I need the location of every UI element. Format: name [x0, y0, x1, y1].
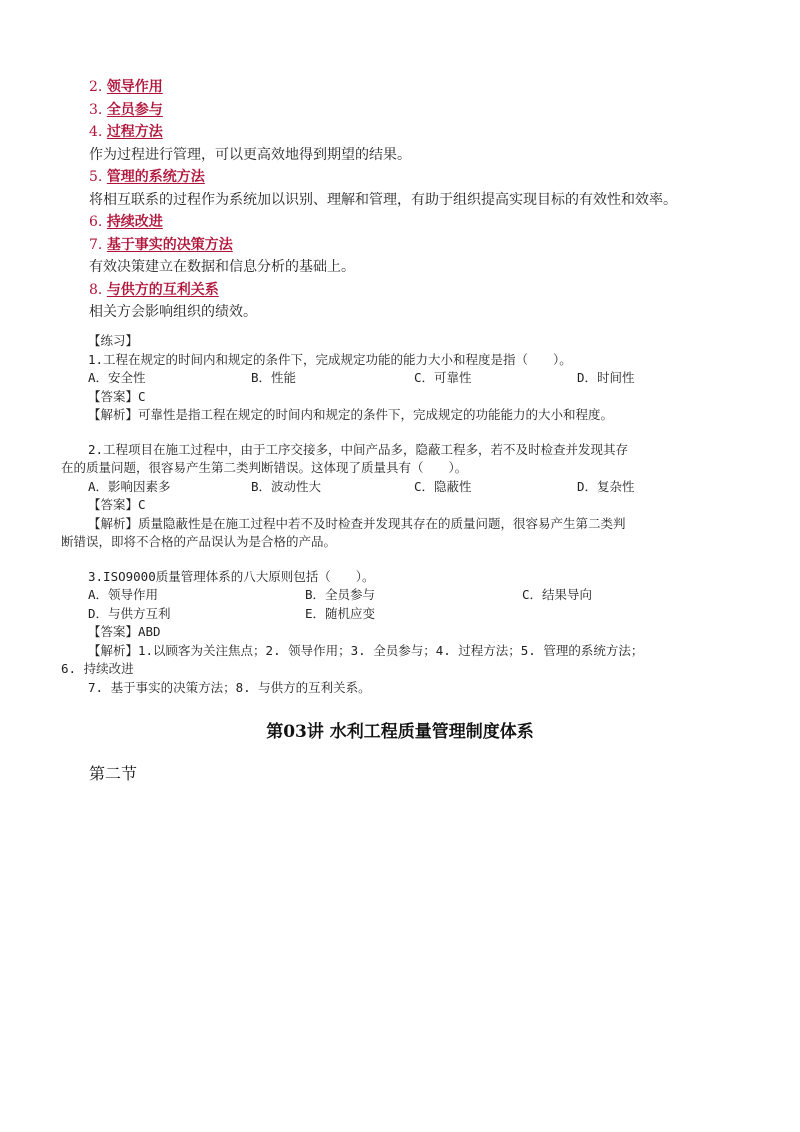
- principle-item: 2. 领导作用: [89, 79, 163, 95]
- principle-description: 相关方会影响组织的绩效。: [89, 304, 257, 320]
- question-3-options-row2: [88, 605, 738, 624]
- principles-list: [89, 76, 749, 324]
- option-d: D．复杂性: [577, 478, 635, 494]
- question-3-stem: 3.ISO9000质量管理体系的八大原则包括（ ）。: [88, 568, 375, 584]
- principle-description: 作为过程进行管理，可以更高效地得到期望的结果。: [89, 146, 411, 163]
- principle-item: 7. 基于事实的决策方法: [89, 236, 233, 253]
- option-c: C．隐蔽性: [414, 478, 472, 494]
- principle-title[interactable]: 全员参与: [106, 101, 163, 118]
- principle-item: 4. 过程方法: [89, 124, 163, 140]
- principle-description: 将相互联系的过程作为系统加以识别、理解和管理，有助于组织提高实现目标的有效性和效率。: [89, 191, 677, 208]
- section-title: 第二节: [89, 764, 138, 783]
- principle-title[interactable]: 领导作用: [106, 79, 163, 95]
- exercise-section: [61, 332, 738, 697]
- option-a: A．领导作用: [88, 587, 159, 602]
- option-b: B．全员参与: [305, 587, 376, 602]
- option-c: C．结果导向: [522, 587, 593, 602]
- question-1-stem: 1.工程在规定的时间内和规定的条件下，完成规定功能的能力大小和程度是指（ ）。: [88, 351, 572, 367]
- principle-title[interactable]: 基于事实的决策方法: [106, 236, 233, 253]
- question-1-options: [88, 369, 738, 388]
- principle-title[interactable]: 与供方的互利关系: [106, 281, 219, 298]
- question-3-answer: 【答案】ABD: [88, 624, 161, 639]
- question-2-analysis: 【解析】质量隐蔽性是在施工过程中若不及时检查并发现其存在的质量问题，很容易产生第二类判: [88, 515, 626, 531]
- principle-item: 6. 持续改进: [89, 214, 163, 230]
- principle-item: 8. 与供方的互利关系: [89, 281, 219, 298]
- principle-item: 3. 全员参与: [89, 101, 163, 118]
- principle-title[interactable]: 持续改进: [106, 214, 163, 230]
- option-b: B．波动性大: [251, 478, 322, 494]
- question-3-analysis: 【解析】1.以顾客为关注焦点；2. 领导作用；3. 全员参与；4. 过程方法；5. 管理的系统方法；: [88, 642, 644, 658]
- question-1-answer: 【答案】C: [88, 388, 146, 404]
- principle-title[interactable]: 管理的系统方法: [106, 169, 205, 185]
- option-d: D．与供方互利: [88, 605, 171, 621]
- question-2-stem-cont: 在的质量问题，很容易产生第二类判断错误。这体现了质量具有（ ）。: [61, 460, 468, 475]
- question-1-analysis: 【解析】可靠性是指工程在规定的时间内和规定的条件下，完成规定的功能能力的大小和程度。: [88, 407, 614, 422]
- lecture-title: 第03讲 水利工程质量管理制度体系: [266, 722, 534, 742]
- exercise-header: 【练习】: [88, 333, 139, 348]
- option-c: C．可靠性: [414, 370, 472, 385]
- question-2-analysis-cont: 断错误，即将不合格的产品误认为是合格的产品。: [61, 534, 337, 549]
- question-3-options-row1: [88, 586, 738, 605]
- question-2-answer: 【答案】C: [88, 497, 146, 512]
- option-e: E．随机应变: [305, 605, 376, 621]
- question-2-options: [88, 478, 738, 497]
- principle-description: 有效决策建立在数据和信息分析的基础上。: [89, 259, 355, 275]
- question-2-stem: 2.工程项目在施工过程中，由于工序交接多，中间产品多，隐蔽工程多，若不及时检查并发现其存: [88, 441, 629, 457]
- option-a: A．影响因素多: [88, 478, 171, 494]
- principle-item: 5. 管理的系统方法: [89, 169, 205, 185]
- option-b: B．性能: [251, 370, 297, 385]
- principle-title[interactable]: 过程方法: [106, 124, 163, 140]
- option-d: D．时间性: [577, 370, 635, 385]
- option-a: A．安全性: [88, 370, 146, 385]
- question-3-analysis-cont2: 7. 基于事实的决策方法；8. 与供方的互利关系。: [88, 679, 371, 695]
- question-3-analysis-cont: 6. 持续改进: [61, 661, 134, 676]
